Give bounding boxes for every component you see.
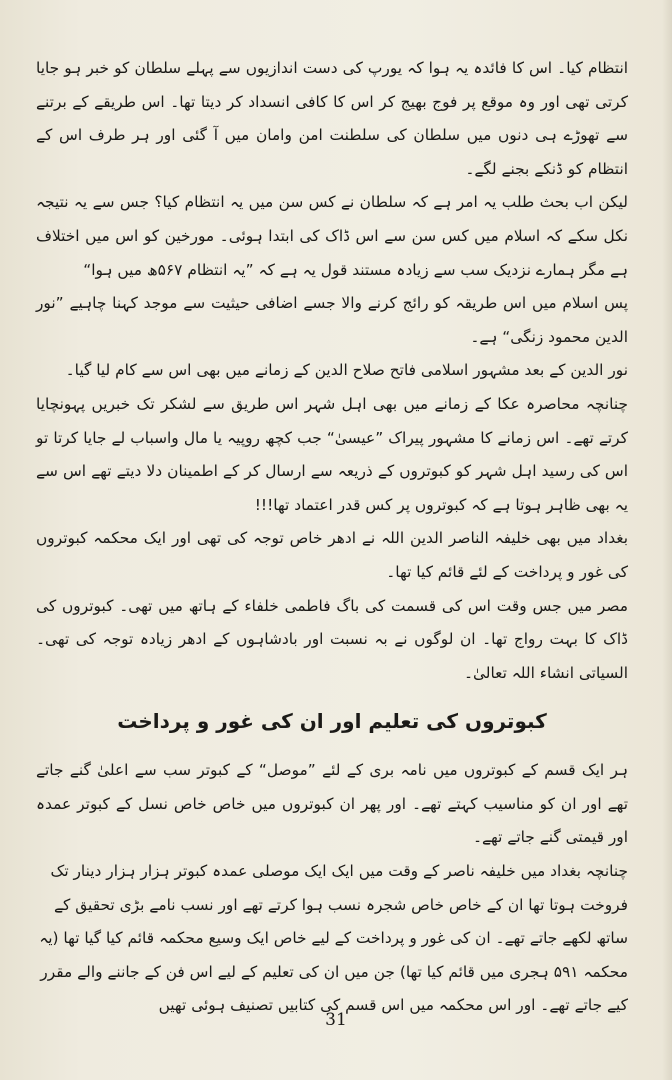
paragraph-7: مصر میں جس وقت اس کی قسمت کی باگ فاطمی خلفاء کے ہاتھ میں تھی۔ کبوتروں کی ڈاک کا بہت رواج تھا۔ ان لوگوں نے بہ نسبت اور بادشاہوں کے ادھر زیادہ توجہ کی تھی۔ السیاتی انشاء اللہ تعالیٰ۔: [36, 596, 628, 682]
paragraph-8: ہر ایک قسم کے کبوتروں میں نامہ بری کے لئے ”موصل“ کے کبوتر سب سے اعلیٰ گنے جاتے تھے اور ان کو مناسیب کہتے تھے۔ اور پھر ان کبوتروں میں خاص خاص نسل کے کبوتر عمدہ اور قیمتی گنے جاتے تھے۔: [36, 761, 628, 847]
paragraph-2: لیکن اب بحث طلب یہ امر ہے کہ سلطان نے کس سن میں یہ انتظام کیا؟ جس سے یہ نتیجہ نکل سکے کہ اسلام میں کس سن سے اس ڈاک کی ابتدا ہوئی۔ مورخین کو اس میں اختلاف ہے مگر ہمارے نزدیک سب سے زیادہ مستند قول یہ ہے کہ ”یہ انتظام ۵۶۷ھ میں ہوا“: [36, 193, 628, 279]
paragraph-6: بغداد میں بھی خلیفہ الناصر الدین اللہ نے ادھر خاص توجہ کی تھی اور ایک محکمہ کبوتروں کی غور و پرداخت کے لئے قائم کیا تھا۔: [36, 529, 628, 581]
paragraph-4: نور الدین کے بعد مشہور اسلامی فاتح صلاح الدین کے زمانے میں بھی اس سے کام لیا گیا۔: [65, 361, 628, 380]
section-heading: کبوتروں کی تعلیم اور ان کی غور و پرداخت: [117, 709, 547, 734]
paragraph-9: چنانچہ بغداد میں خلیفہ ناصر کے وقت میں ایک ایک موصلی عمدہ کبوتر ہزار ہزار دینار تک فروخت ہوتا تھا ان کے خاص خاص شجرہ نسب ہوا کرتے تھے اور نسب نامے بڑی تحقیق کے ساتھ لکھے جاتے تھے۔ ان کی غور و پرداخت کے لیے خاص ایک وسیع محکمہ قائم کیا گیا تھا (یہ محکمہ ۵۹۱ ہجری میں قائم کیا تھا) جن میں ان کی تعلیم کے لیے اس فن کے جاننے والے مقرر کیے جاتے تھے۔ اور اس محکمہ میں اس قسم کی کتابیں تصنیف ہوئی تھیں: [39, 862, 628, 1015]
page-edge-shadow: [662, 0, 672, 1080]
page-number: 31: [325, 1010, 347, 1030]
paragraph-5: چنانچہ محاصرہ عکا کے زمانے میں بھی اہل شہر اس طریق سے لشکر تک خبریں پہونچایا کرتے تھے۔ اس زمانے کا مشہور پیراک ”عیسیٰ“ جب کچھ روپیہ یا مال واسباب لے جایا کرتا تو اس کی رسید اہل شہر کو کبوتروں کے ذریعہ سے ارسال کر کے اطمینان دلا دیتے تھے اس سے یہ بھی ظاہر ہوتا ہے کہ کبوتروں پر کس قدر اعتماد تھا!!!: [36, 394, 628, 514]
paragraph-3: پس اسلام میں اس طریقہ کو رائج کرنے والا جسے اضافی حیثیت سے موجد کہنا چاہیے ”نور الدین محمود زنگی“ ہے۔: [36, 294, 628, 346]
paragraph-1: انتظام کیا۔ اس کا فائدہ یہ ہوا کہ یورپ کی دست اندازیوں سے پہلے سلطان کو خبر ہو جایا کرتی تھی اور وہ موقع پر فوج بھیج کر اس کا کافی انسداد کر دیتا تھا۔ اس طریقے کے برتنے سے تھوڑے ہی دنوں میں سلطان کی سلطنت امن وامان میں آ گئی اور ہر طرف اس کے انتظام کو ڈنکے بجنے لگے۔: [36, 59, 628, 178]
page-body: [36, 52, 628, 1023]
